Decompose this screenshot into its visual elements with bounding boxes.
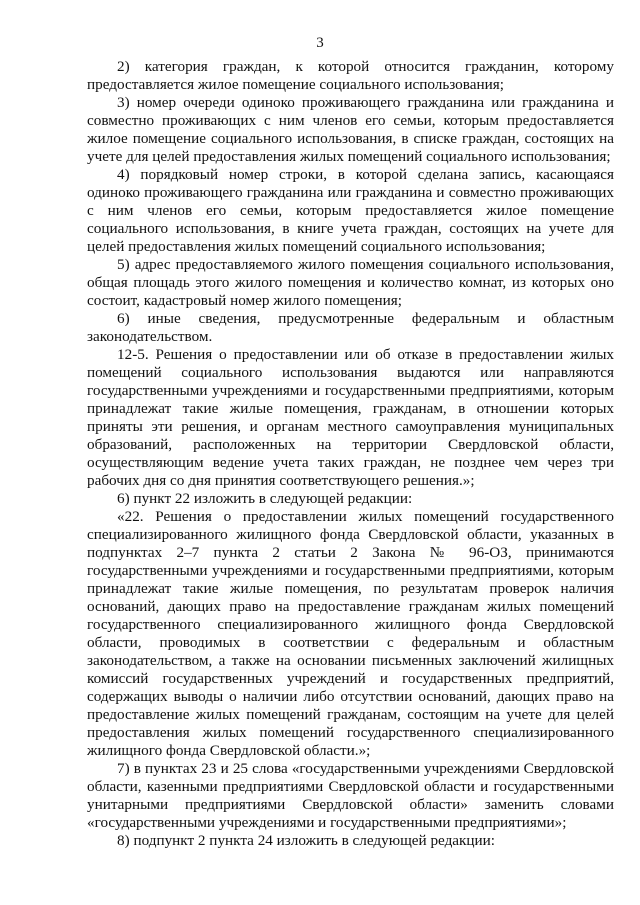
- paragraph-amendment-7: 7) в пунктах 23 и 25 слова «государственными учреждениями Свердловской области, казенными предприятиями Свердловской области и государственными унитарными предприятиями Свердловской области» заменить словами «государственными учреждениями и государственными предприятиями»;: [87, 760, 614, 831]
- paragraph-amendment-6: 6) пункт 22 изложить в следующей редакции:: [117, 490, 413, 507]
- paragraph-item-2: 2) категория граждан, к которой относится гражданин, которому предоставляется жилое помещение социального использования;: [87, 58, 614, 93]
- paragraph-item-6: 6) иные сведения, предусмотренные федеральным и областным законодательством.: [87, 310, 614, 345]
- paragraph-amendment-8: 8) подпункт 2 пункта 24 изложить в следующей редакции:: [117, 832, 496, 849]
- document-body: [87, 58, 614, 850]
- paragraph-clause-12-5: 12-5. Решения о предоставлении или об отказе в предоставлении жилых помещений социального использования выдаются или направляются государственными учреждениями и государственными предприятиями, которым принадлежат такие жилые помещения, гражданам, в отношении которых приняты эти решения, и органам местного самоуправления муниципальных образований, расположенных на территории Свердловской области, осуществляющим ведение учета таких граждан, не позднее чем через три рабочих дня со дня принятия соответствующего решения.»;: [87, 346, 614, 489]
- paragraph-item-5: 5) адрес предоставляемого жилого помещения социального использования, общая площадь этого жилого помещения и количество комнат, из которых оно состоит, кадастровый номер жилого помещения;: [87, 256, 614, 309]
- page-number: 3: [316, 35, 324, 51]
- paragraph-clause-22: «22. Решения о предоставлении жилых помещений государственного специализированного жилищного фонда Свердловской области, указанных в подпунктах 2–7 пункта 2 статьи 2 Закона № 96-ОЗ, принимаются государственными учреждениями и государственными предприятиями, которым принадлежат такие жилые помещения, по результатам проверок наличия оснований, дающих право на предоставление гражданам жилых помещений государственного специализированного жилищного фонда Свердловской области, проводимых в соответствии с федеральным и областным законодательством, а также на основании письменных заключений жилищных комиссий государственных учреждений и государственных предприятий, содержащих выводы о наличии либо отсутствии оснований, дающих право на предоставление жилых помещений гражданам, состоящим на учете для целей предоставления жилых помещений государственного специализированного жилищного фонда Свердловской области.»;: [87, 508, 614, 759]
- paragraph-item-3: 3) номер очереди одиноко проживающего гражданина или гражданина и совместно проживающих с ним членов его семьи, которым предоставляется жилое помещение социального использования, в списке граждан, состоящих на учете для целей предоставления жилых помещений социального использования;: [87, 94, 614, 165]
- paragraph-item-4: 4) порядковый номер строки, в которой сделана запись, касающаяся одиноко проживающего гражданина или гражданина и совместно проживающих с ним членов его семьи, которым предоставляется жилое помещение социального использования, в книге учета граждан, состоящих на учете для целей предоставления жилых помещений социального использования;: [87, 166, 614, 255]
